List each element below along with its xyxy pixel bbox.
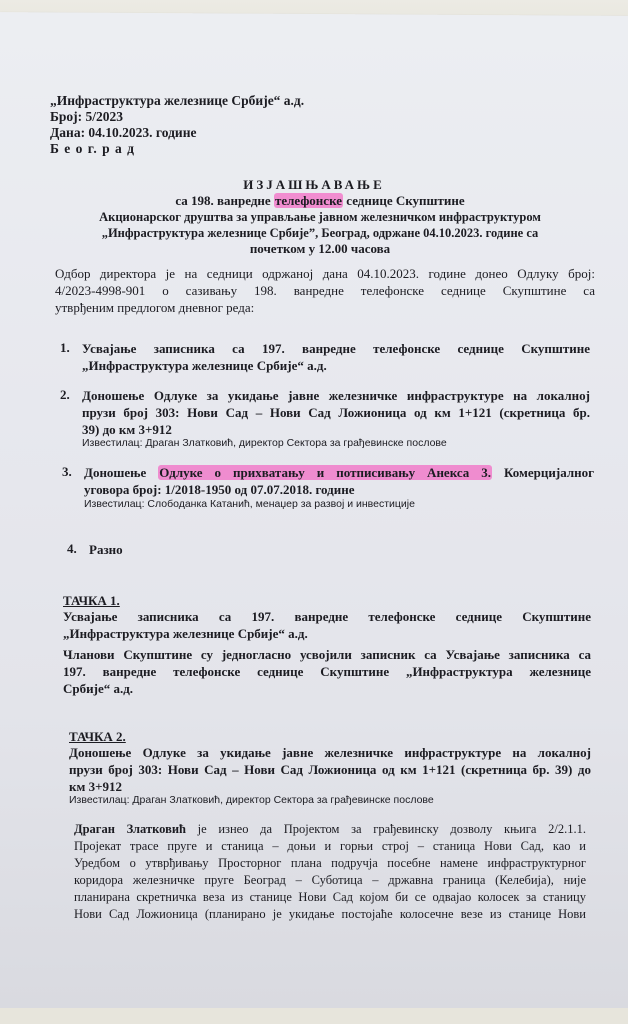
title-line-1 xyxy=(40,193,600,209)
agenda-item-3-post: Комерцијалног xyxy=(492,465,595,480)
section-1-title-line: Усвајање записника са 197. ванредне телефонске седнице Скупштине xyxy=(63,609,591,624)
agenda-item-3 xyxy=(84,464,594,498)
intro-line-2: 4/2023-4998-901 о сазивању 198. ванредне телефонске седнице Скупштине са xyxy=(55,283,595,298)
company-name: „Инфраструктура железнице Србије“ а.д. xyxy=(50,93,305,108)
section-2-reporter: Известилац: Драган Златковић, директор Сектора за грађевинске послове xyxy=(69,794,434,806)
section-1-body-line: Србије“ а.д. xyxy=(63,681,134,696)
agenda-item-3-pre: Доношење xyxy=(84,465,159,480)
agenda-reporter: Известилац: Драган Златковић, директор Сектора за грађевинске послове xyxy=(82,437,447,449)
section-2-body-first: је изнео да Пројектом за грађевинску дозволу књига 2/2.1.1. xyxy=(186,822,586,836)
document-title: ИЗЈАШЊАВАЊЕ xyxy=(243,177,385,192)
title-line-1-post: седнице Скупштине xyxy=(343,193,465,208)
section-1-title-line: „Инфраструктура железнице Србије“ а.д. xyxy=(63,626,308,641)
section-2-title-line: прузи број 303: Нови Сад – Нови Сад Ложионица од км 1+121 (скретница бр. 39) до xyxy=(69,762,591,777)
intro-line-3: утврђеним предлогом дневног реда: xyxy=(55,300,255,315)
section-1-body xyxy=(63,646,591,697)
agenda-number: 4. xyxy=(67,541,77,556)
agenda-item-2-line: Доношење Одлуке за укидање јавне железничке инфраструктуре на локалној xyxy=(82,388,590,403)
document-date: Дана: 04.10.2023. године xyxy=(50,125,197,140)
section-2-body-line: планирана скретничка веза из станице Нови Сад којом би се одвајао колосек за станицу xyxy=(74,890,586,904)
agenda-item-1-line: Усвајање записника са 197. ванредне телефонске седнице Скупштине xyxy=(82,341,590,356)
agenda-number: 3. xyxy=(62,464,72,479)
section-2-body-line: Нови Сад Ложионица (планирано је укидање постојаће колосечне везе из станице Нови xyxy=(74,907,586,921)
title-line-2: Акционарског друштва за управљање јавном железничком инфраструктуром xyxy=(99,210,541,224)
section-heading: ТАЧКА 1. xyxy=(63,593,120,608)
intro-paragraph xyxy=(55,265,595,316)
section-2-body-line: Уредбом о утврђивању Просторног плана подручја посебне намене инфраструктурног xyxy=(74,856,586,870)
title-line-4: почетком у 12.00 часова xyxy=(249,241,391,256)
section-2-title-line: Доношење Одлуке за укидање јавне железничке инфраструктуре на локалној xyxy=(69,745,591,760)
intro-line-1: Одбор директора је на седници одржаној дана 04.10.2023. године донео Одлуку број: xyxy=(55,266,595,281)
agenda-item-4: Разно xyxy=(89,542,123,557)
agenda-reporter: Известилац: Слободанка Катанић, менаџер за развој и инвестиције xyxy=(84,498,415,510)
agenda-number: 1. xyxy=(60,340,70,355)
highlighted-word: телефонске xyxy=(274,193,343,208)
agenda-item-3-line: уговора број: 1/2018-1950 од 07.07.2018. године xyxy=(84,482,355,497)
section-1-title xyxy=(63,608,591,642)
agenda-item-1 xyxy=(82,340,590,374)
speaker-name: Драган Златковић xyxy=(74,822,186,836)
section-2-body-line: коридора железничке пруге Београд – Суботица – државна граница (Келебија), није xyxy=(74,873,586,887)
section-2-title-line: км 3+912 xyxy=(69,779,123,794)
title-line-3: „Инфраструктура железнице Србије”, Београд, одржане 04.10.2023. године са xyxy=(101,226,539,240)
agenda-number: 2. xyxy=(60,387,70,402)
highlighted-phrase: Одлуке о прихватању и потписивању Анекса 3. xyxy=(159,465,492,480)
section-2-body-line: Пројекат трасе пруге и станица – доњи и горњи строј – станица Нови Сад, као и xyxy=(74,839,586,853)
agenda-item-2-line: прузи број 303: Нови Сад – Нови Сад Ложионица од км 1+121 (скретница бр. xyxy=(82,405,590,420)
agenda-item-2-line: 39) до км 3+912 xyxy=(82,422,172,437)
section-heading: ТАЧКА 2. xyxy=(69,729,126,744)
agenda-item-2 xyxy=(82,387,590,438)
section-1-body-line: Чланови Скупштине су једногласно усвојили записник са Усвајање записника са xyxy=(63,647,591,662)
document-city: Б е о г. р а д xyxy=(50,141,135,156)
document-number: Број: 5/2023 xyxy=(50,109,124,124)
agenda-item-3-line xyxy=(84,464,594,481)
section-2-title xyxy=(69,744,591,795)
section-2-body xyxy=(74,821,586,923)
section-1-body-line: 197. ванредне телефонске седнице Скупштине „Инфраструктура железнице xyxy=(63,664,591,679)
agenda-item-1-line: „Инфраструктура железнице Србије“ а.д. xyxy=(82,358,327,373)
title-line-1-pre: са 198. ванредне xyxy=(175,193,274,208)
section-2-body-line xyxy=(74,821,586,838)
